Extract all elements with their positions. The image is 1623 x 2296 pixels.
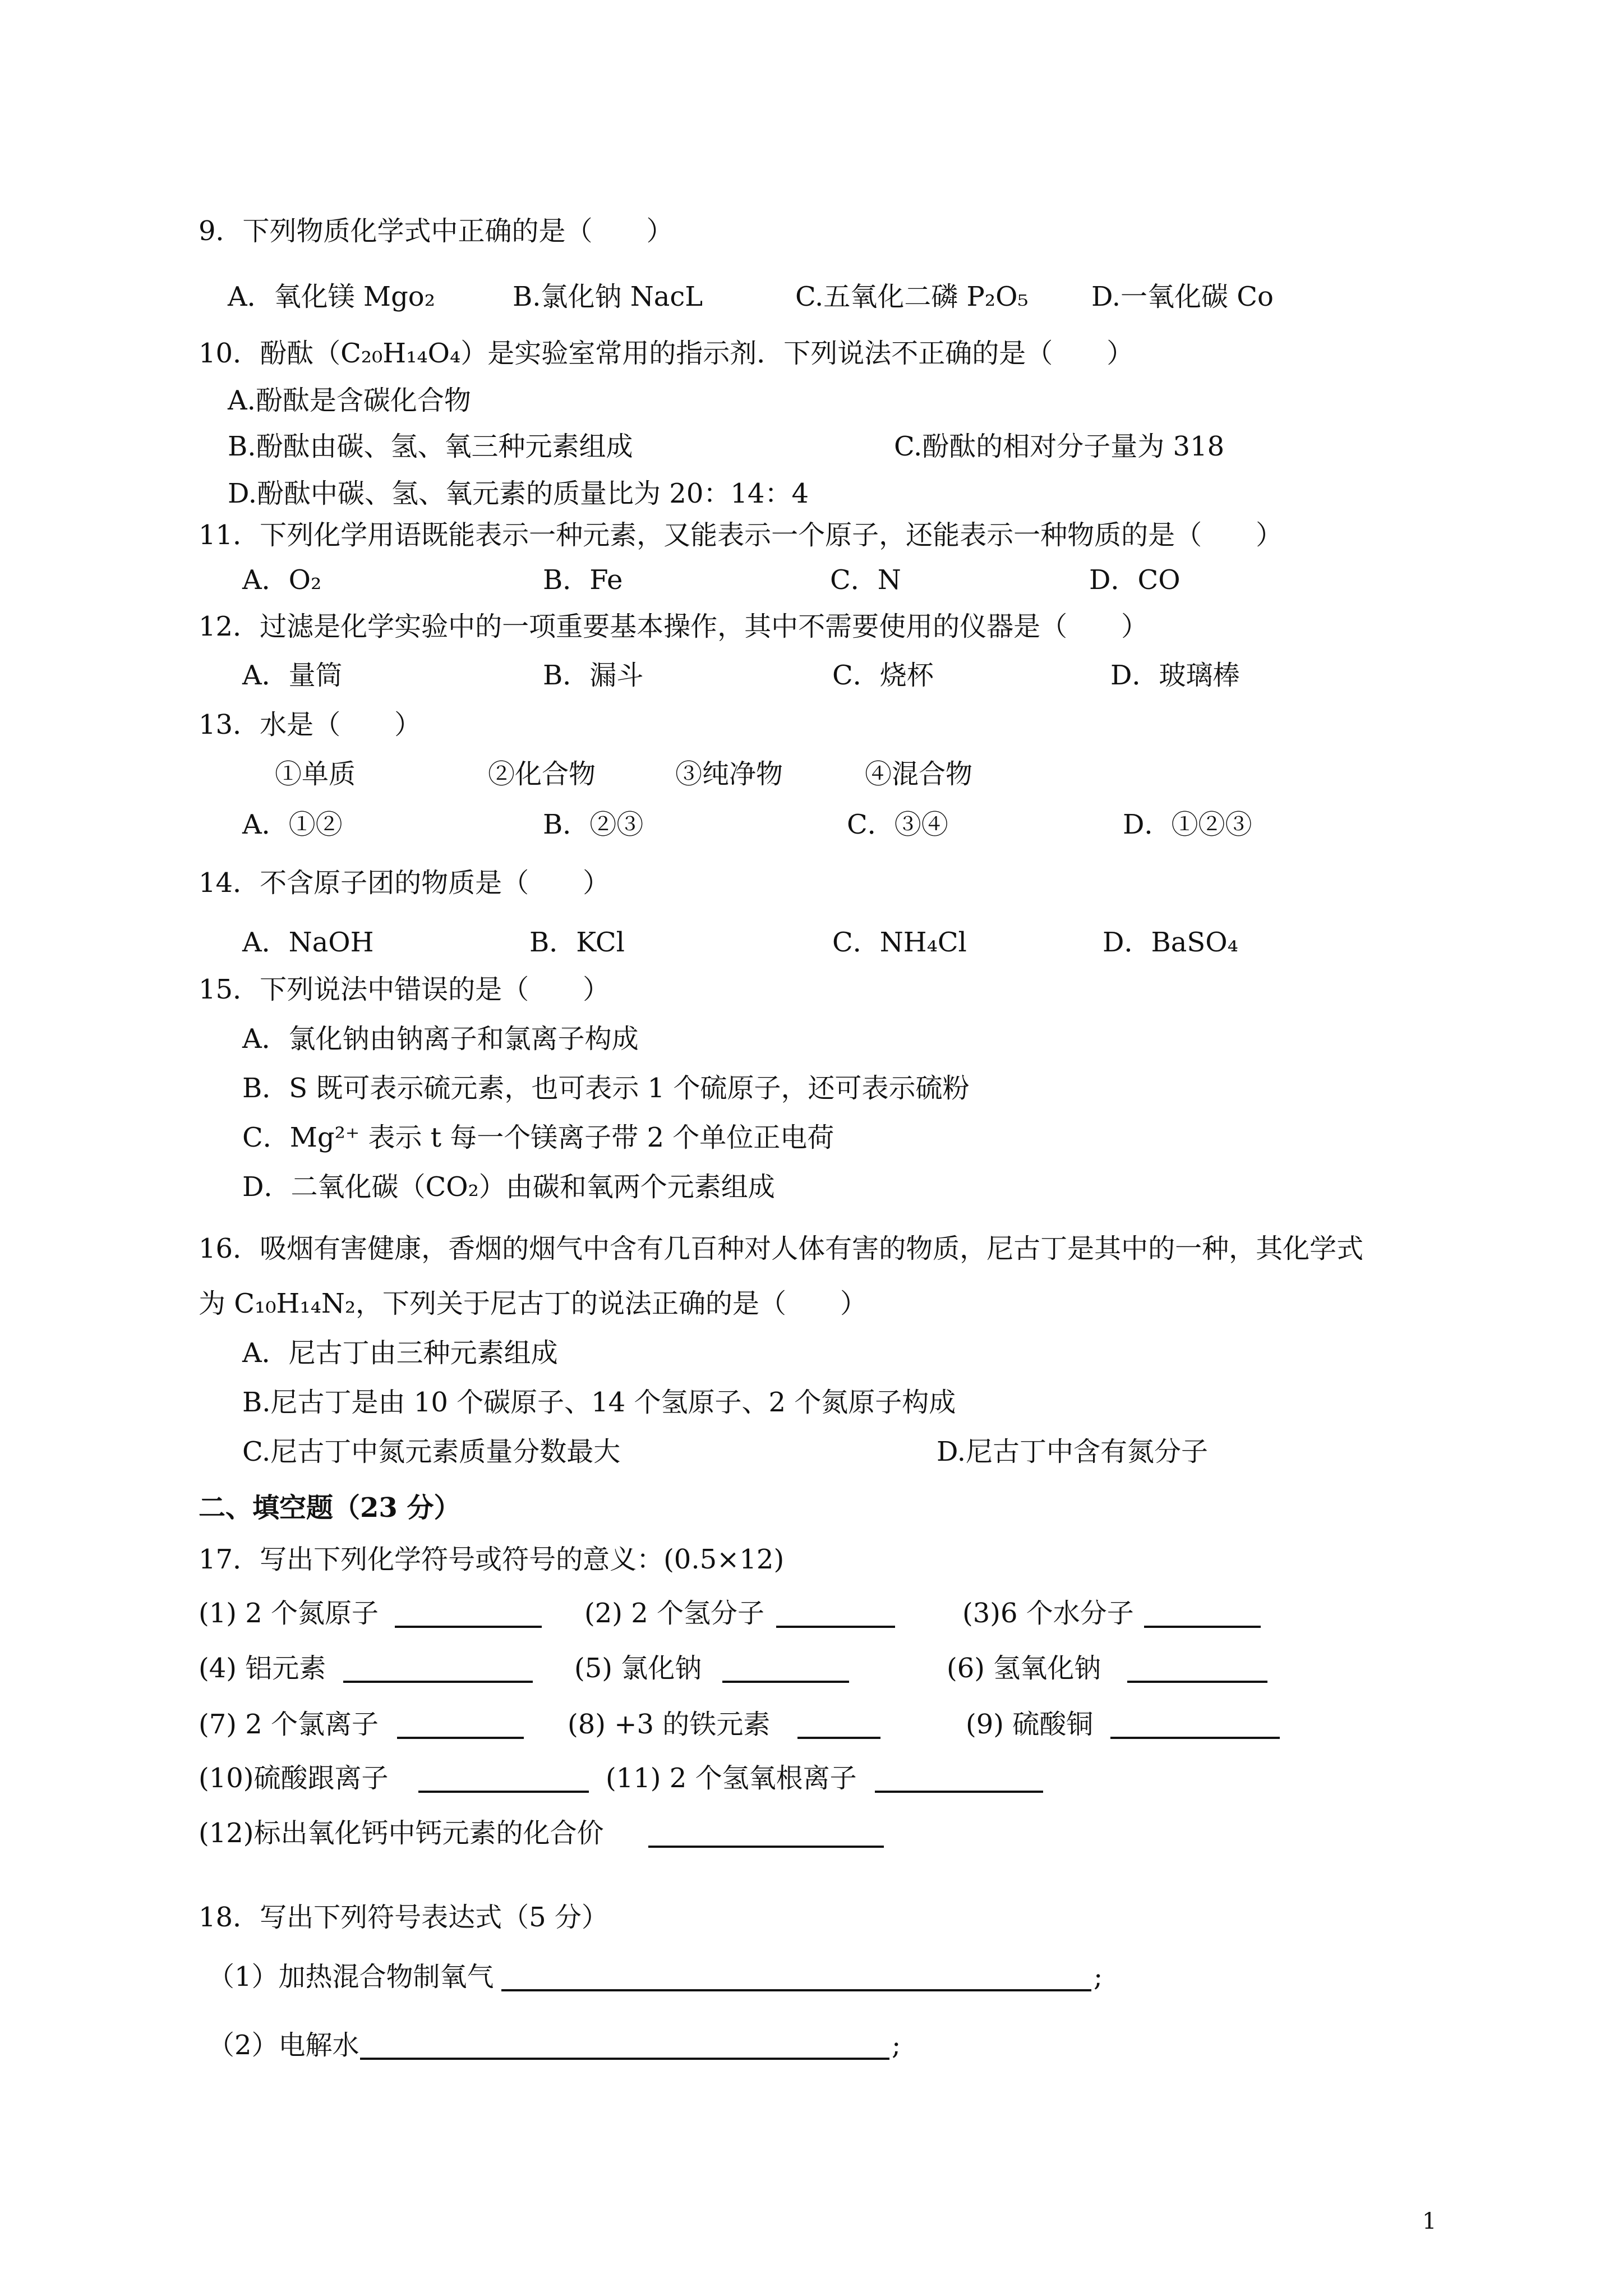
q16-option-d: D.尼古丁中含有氮分子: [937, 1436, 1209, 1467]
q17-stem: 17．写出下列化学符号或符号的意义：(0.5×12): [199, 1544, 785, 1575]
q11-option-b: B．Fe: [543, 564, 623, 596]
q17-item-9: (9) 硫酸铜: [966, 1709, 1094, 1740]
q17-answer-blank-9[interactable]: [1110, 1737, 1280, 1739]
q17-answer-blank-6[interactable]: [1127, 1681, 1267, 1683]
page-number: 1: [1422, 2208, 1437, 2234]
q9-option-b: B.氯化钠 NacL: [513, 281, 703, 312]
q18-terminator-2: ;: [892, 2030, 901, 2061]
q9-option-d: D.一氧化碳 Co: [1091, 281, 1274, 312]
q12-option-c: C．烧杯: [832, 660, 934, 691]
q11-option-c: C．N: [830, 564, 901, 596]
q16-option-a: A．尼古丁由三种元素组成: [242, 1337, 558, 1369]
q17-item-4: (4) 铝元素: [199, 1653, 326, 1684]
q11-stem: 11．下列化学用语既能表示一种元素，又能表示一个原子，还能表示一种物质的是（ ）: [199, 519, 1283, 551]
q13-option-d: D．①②③: [1123, 809, 1252, 840]
q17-answer-blank-11[interactable]: [875, 1791, 1043, 1793]
q12-stem: 12．过滤是化学实验中的一项重要基本操作，其中不需要使用的仪器是（ ）: [199, 611, 1149, 642]
q16-stem-line1: 16．吸烟有害健康，香烟的烟气中含有几百种对人体有害的物质，尼古丁是其中的一种，其化学式: [199, 1233, 1364, 1264]
q14-option-c: C．NH₄Cl: [832, 927, 967, 958]
q14-option-b: B．KCl: [529, 927, 625, 958]
q14-option-d: D．BaSO₄: [1103, 927, 1238, 958]
q14-stem: 14．不含原子团的物质是（ ）: [199, 867, 610, 899]
q9-option-a: A．氧化镁 Mgo₂: [228, 281, 435, 312]
q9-stem: 9．下列物质化学式中正确的是（ ）: [199, 215, 674, 247]
q12-option-a: A．量筒: [242, 660, 343, 691]
q17-item-8: (8) +3 的铁元素: [568, 1709, 771, 1740]
q18-stem: 18．写出下列符号表达式（5 分）: [199, 1902, 608, 1933]
q13-option-b: B．②③: [543, 809, 644, 840]
q13-stem: 13．水是（ ）: [199, 709, 422, 740]
q17-item-11: (11) 2 个氢氧根离子: [606, 1763, 857, 1794]
q17-item-12: (12)标出氧化钙中钙元素的化合价: [199, 1818, 604, 1849]
q18-item-1: （1）加热混合物制氧气: [208, 1961, 494, 1993]
q16-option-c: C.尼古丁中氮元素质量分数最大: [242, 1436, 621, 1467]
q13-option-a: A．①②: [242, 809, 343, 840]
q17-item-3: (3)6 个水分子: [962, 1598, 1134, 1629]
q9-option-c: C.五氧化二磷 P₂O₅: [795, 281, 1029, 312]
q17-item-2: (2) 2 个氢分子: [584, 1598, 765, 1629]
q10-option-d: D.酚酞中碳、氢、氧元素的质量比为 20：14：4: [228, 478, 809, 509]
q18-answer-blank-1[interactable]: [501, 1989, 1091, 1991]
q17-answer-blank-3[interactable]: [1144, 1626, 1261, 1628]
q13-choice-1: ①单质: [275, 758, 356, 790]
q17-answer-blank-2[interactable]: [776, 1626, 895, 1628]
q13-choice-2: ②化合物: [488, 758, 596, 790]
q17-answer-blank-5[interactable]: [722, 1681, 849, 1683]
q12-option-d: D．玻璃棒: [1110, 660, 1240, 691]
q17-item-10: (10)硫酸跟离子: [199, 1763, 389, 1794]
q10-option-c: C.酚酞的相对分子量为 318: [894, 431, 1225, 462]
q11-option-d: D．CO: [1089, 564, 1181, 596]
q13-choice-4: ④混合物: [865, 758, 973, 790]
q15-option-c: C．Mg²⁺ 表示 t 每一个镁离子带 2 个单位正电荷: [242, 1122, 834, 1153]
q17-answer-blank-12[interactable]: [648, 1846, 884, 1848]
q17-item-5: (5) 氯化钠: [574, 1653, 702, 1684]
q18-item-2: （2）电解水: [208, 2030, 359, 2061]
q10-stem: 10．酚酞（C₂₀H₁₄O₄）是实验室常用的指示剂．下列说法不正确的是（ ）: [199, 338, 1134, 369]
q13-option-c: C．③④: [847, 809, 948, 840]
q17-answer-blank-1[interactable]: [395, 1626, 542, 1628]
q10-option-b: B.酚酞由碳、氢、氧三种元素组成: [228, 431, 633, 462]
q12-option-b: B．漏斗: [543, 660, 644, 691]
q17-answer-blank-4[interactable]: [343, 1681, 533, 1683]
q16-stem-line2: 为 C₁₀H₁₄N₂，下列关于尼古丁的说法正确的是（ ）: [199, 1288, 868, 1319]
q17-item-1: (1) 2 个氮原子: [199, 1598, 379, 1629]
q18-answer-blank-2[interactable]: [360, 2058, 889, 2060]
q17-answer-blank-7[interactable]: [397, 1737, 524, 1739]
q15-option-d: D．二氧化碳（CO₂）由碳和氧两个元素组成: [242, 1171, 775, 1203]
q17-answer-blank-10[interactable]: [418, 1791, 589, 1793]
q17-item-6: (6) 氢氧化钠: [947, 1653, 1101, 1684]
q17-item-7: (7) 2 个氯离子: [199, 1709, 379, 1740]
q16-option-b: B.尼古丁是由 10 个碳原子、14 个氢原子、2 个氮原子构成: [242, 1387, 956, 1418]
q13-choice-3: ③纯净物: [675, 758, 783, 790]
q10-option-a: A.酚酞是含碳化合物: [228, 385, 471, 416]
q11-option-a: A．O₂: [242, 564, 322, 596]
q15-option-a: A．氯化钠由钠离子和氯离子构成: [242, 1023, 639, 1055]
q18-terminator-1: ;: [1094, 1961, 1103, 1993]
section-title: 二、填空题（23 分）: [199, 1492, 461, 1524]
q15-stem: 15．下列说法中错误的是（ ）: [199, 974, 610, 1005]
q15-option-b: B．S 既可表示硫元素，也可表示 1 个硫原子，还可表示硫粉: [242, 1073, 970, 1104]
q14-option-a: A．NaOH: [242, 927, 374, 958]
q17-answer-blank-8[interactable]: [797, 1737, 880, 1739]
